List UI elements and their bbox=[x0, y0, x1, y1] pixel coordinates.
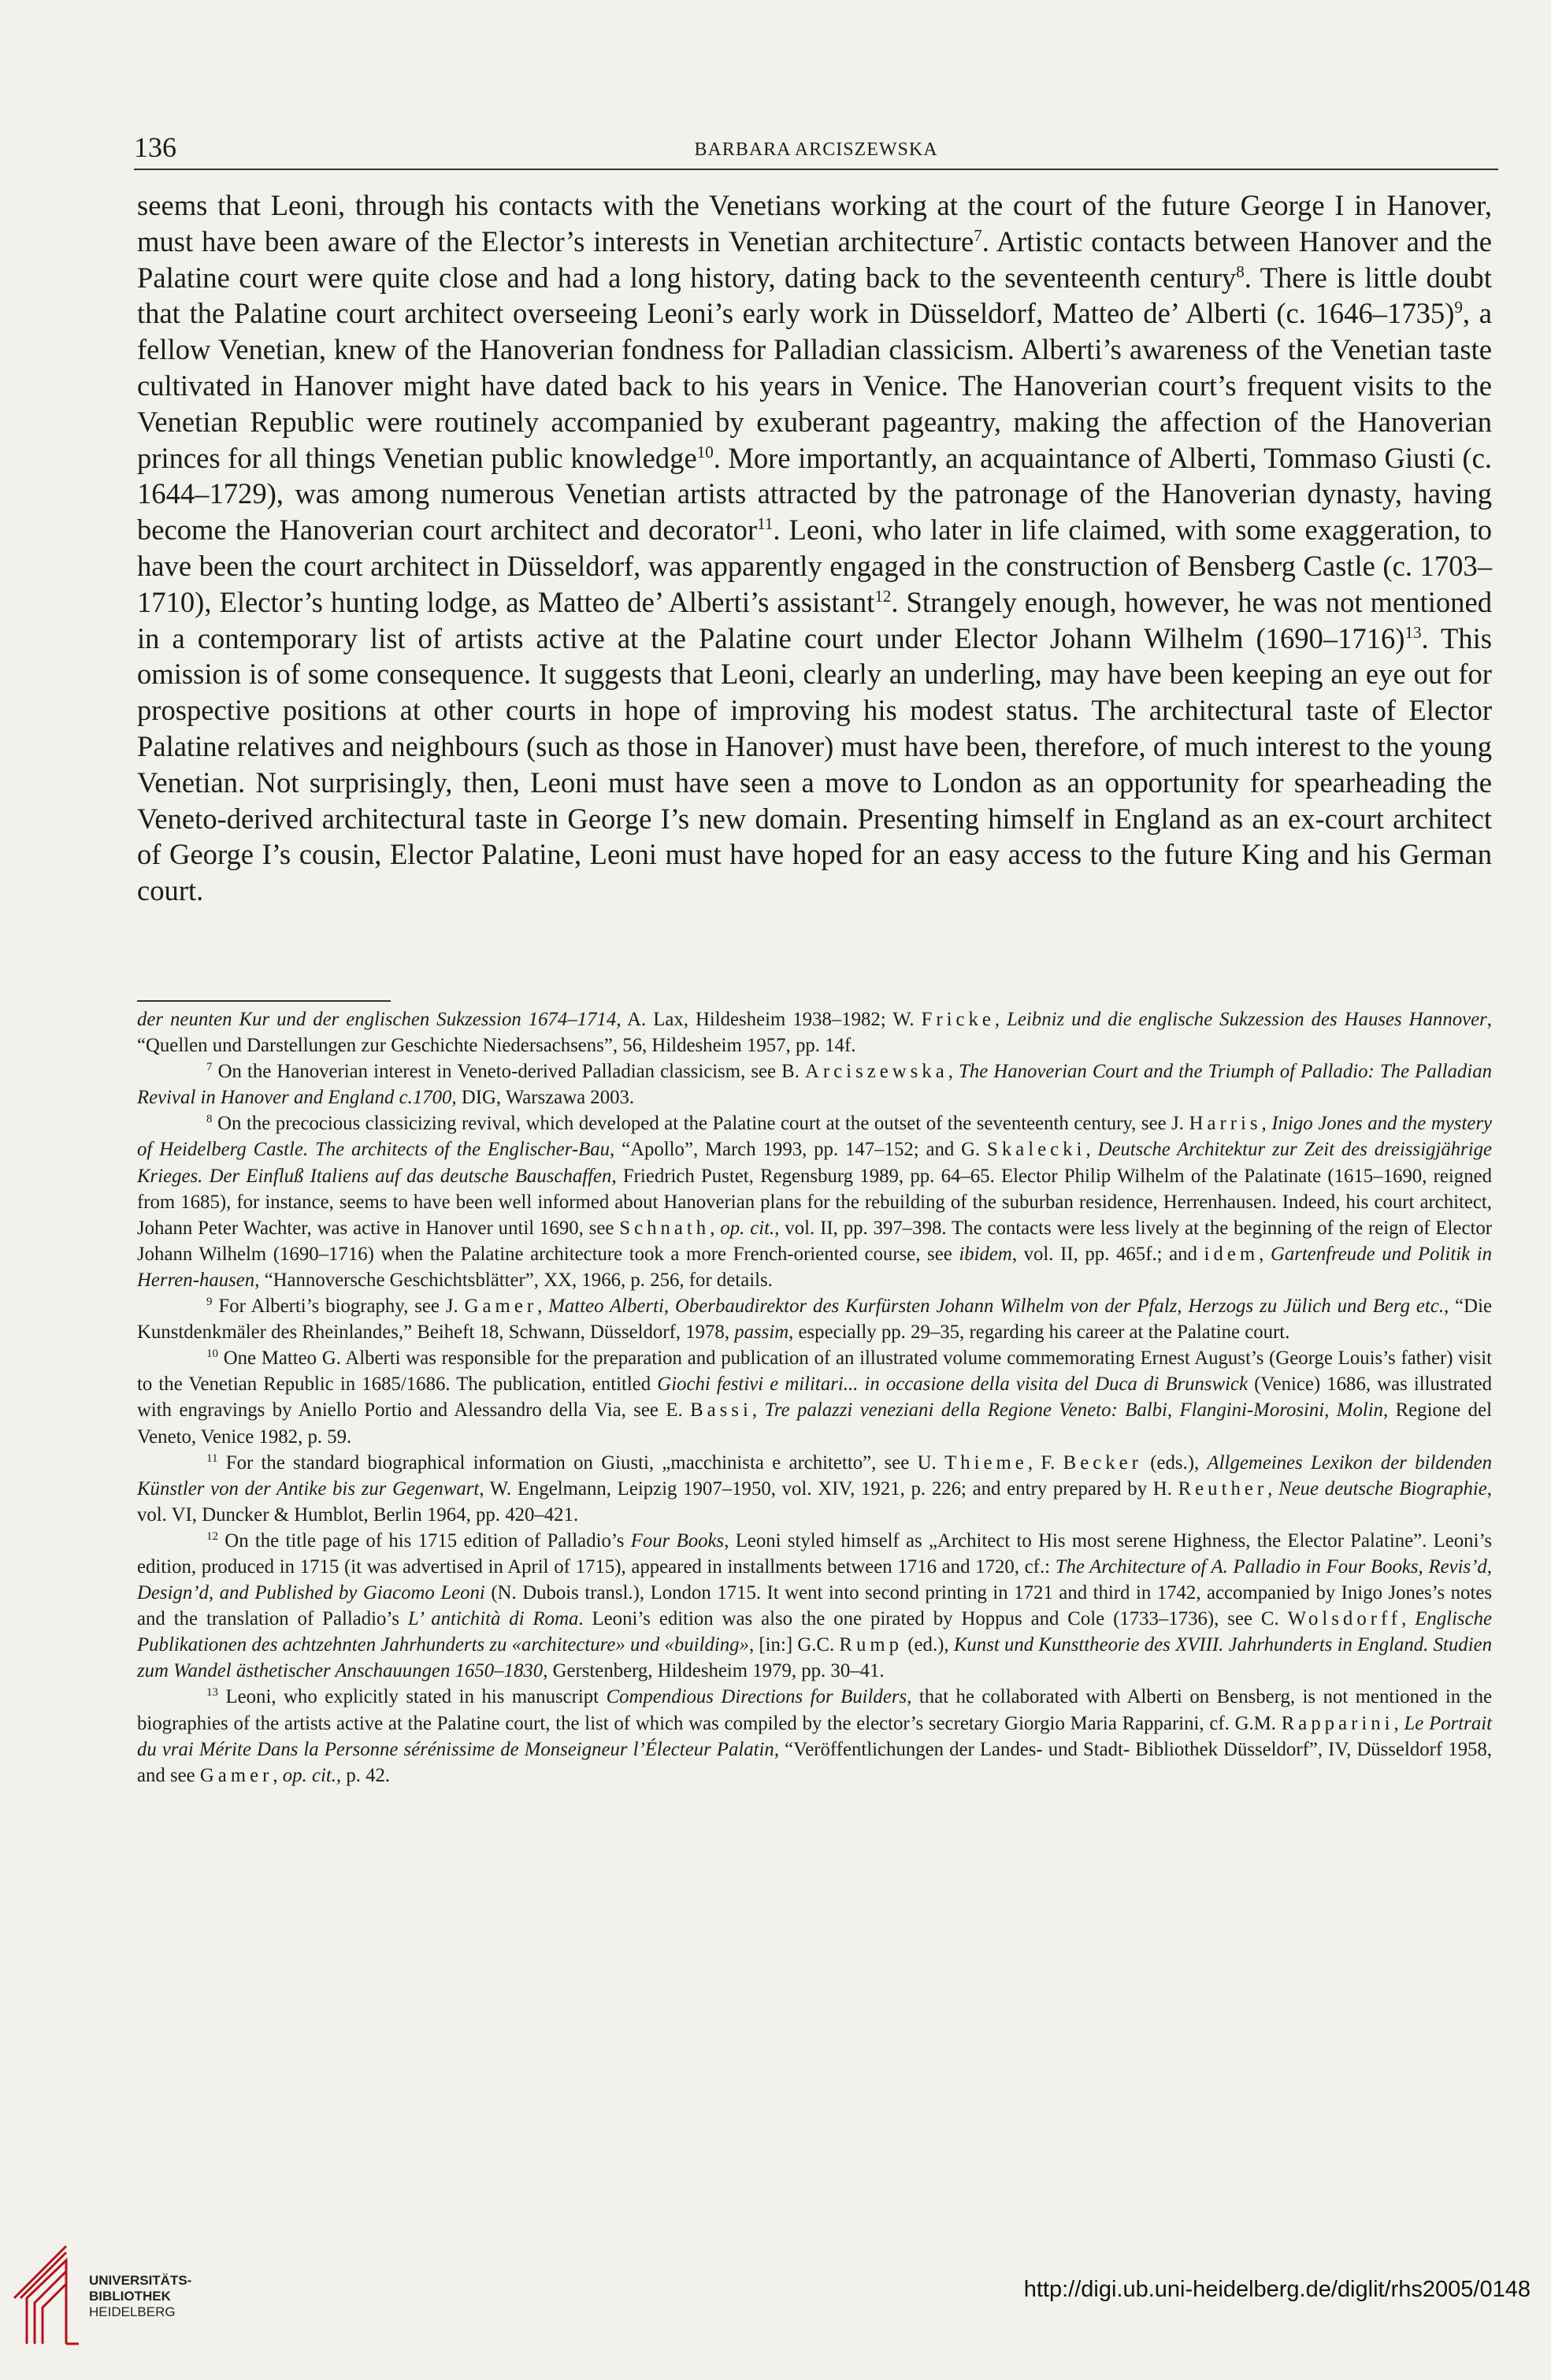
text-run: , F. bbox=[1027, 1451, 1063, 1474]
author-name: Harris bbox=[1189, 1113, 1262, 1135]
italic-text: Allgemeines Lexikon der bildenden Künstler von der Antike bis zur Gegenwart bbox=[137, 1451, 1493, 1500]
italic-text: Four Books bbox=[630, 1529, 725, 1551]
italic-text: Kunst und Kunsttheorie des XVIII. Jahrhunderts in England. Studien zum Wandel ästhetischer Anschauungen 1650–1830 bbox=[137, 1634, 1492, 1682]
text-run: , bbox=[1259, 1243, 1271, 1265]
footnote bbox=[137, 1528, 1492, 1685]
footnote-ref: 10 bbox=[696, 442, 714, 462]
body-paragraph bbox=[137, 187, 1492, 909]
italic-text: The Hanoverian Court and the Triumph of Palladio: The Palladian Revival in Hanover and England c.1700, bbox=[137, 1061, 1492, 1109]
text-run: , bbox=[1401, 1608, 1416, 1630]
text-run: For Alberti’s biography, see J. bbox=[212, 1296, 465, 1318]
text-run: , a fellow Venetian, knew of the Hanoverian fondness for Palladian classicism. Alberti’s awareness of the Venetian taste cultivated in Hanover might have dated back to his years in Venice. The Hanoverian court’s frequent visits to the Venetian Republic were routinely accompanied by exuberant pageantry, making the affection of the Hanoverian princes for all things Venetian public knowledge bbox=[137, 297, 1492, 474]
text-run: , especially pp. 29–35, regarding his career at the Palatine court. bbox=[788, 1322, 1290, 1344]
footnote-ref: 12 bbox=[206, 1529, 218, 1543]
footnote-ref: 12 bbox=[874, 586, 892, 606]
italic-text: Neue deutsche Biographie bbox=[1278, 1477, 1487, 1500]
footnote-ref: 7 bbox=[974, 225, 982, 245]
footnote bbox=[137, 1293, 1492, 1345]
text-run: (eds.), bbox=[1141, 1451, 1208, 1474]
footnote-separator bbox=[137, 1000, 391, 1002]
footnote-ref: 9 bbox=[1454, 298, 1463, 317]
text-run: . Leoni, who later in life claimed, with some exaggeration, to have been the court architect in Düsseldorf, was apparently engaged in the construction of Bensberg Castle (c. 1703–1710), Elector’s hunting lodge, as Matteo de’ Alberti’s assistant bbox=[137, 513, 1492, 618]
text-run: (Venice) 1686, was illustrated with engravings by Aniello Portio and Alessandro della Via, see E. bbox=[137, 1374, 1493, 1422]
footnote bbox=[137, 1006, 1492, 1058]
text-run: , Gerstenberg, Hildesheim 1979, pp. 30–41. bbox=[543, 1660, 885, 1682]
text-run: , Leoni styled himself as „Architect to His most serene Highness, the Elector Palatine”. Leoni’s edition, produced in 1715 (it was advertised in April of 1715), appeared in installments between 1716 and 1720, cf.: bbox=[137, 1529, 1493, 1577]
italic-text: passim bbox=[734, 1322, 789, 1344]
text-run: , bbox=[1085, 1139, 1098, 1161]
logo-text-line2: BIBLIOTHEK bbox=[89, 2289, 171, 2304]
footnote-ref: 7 bbox=[206, 1061, 213, 1074]
text-run: One Matteo G. Alberti was responsible for the preparation and publication of an illustrated volume commemorating Ernest August’s (George Louis’s father) visit to the Venetian Republic in 1685/1686. The publication, entitled bbox=[137, 1348, 1492, 1396]
author-name: Becker bbox=[1063, 1451, 1142, 1474]
italic-text: Tre palazzi veneziani della Regione Veneto: Balbi, Flangini-Morosini, Molin bbox=[764, 1399, 1384, 1422]
italic-text: Giochi festivi e militari... in occasione della visita del Duca di Brunswick bbox=[657, 1374, 1249, 1396]
italic-text: Matteo Alberti, Oberbaudirektor des Kurfürsten Johann Wilhelm von der Pfalz, Herzogs zu Jülich und Berg etc., bbox=[548, 1296, 1449, 1318]
logo-text-line1: UNIVERSITÄTS- bbox=[89, 2273, 192, 2288]
author-name: Schnath bbox=[619, 1217, 711, 1239]
footnote-ref: 8 bbox=[1236, 261, 1245, 281]
italic-text: Inigo Jones and the mystery of Heidelberg Castle. The architects of the Englischer-Bau bbox=[137, 1113, 1492, 1161]
footnote-ref: 11 bbox=[206, 1451, 218, 1465]
text-run: seems that Leoni, through his contacts with the Venetians working at the court of the future George I in Hanover, must have been aware of the Elector’s interests in Venetian architecture bbox=[137, 189, 1492, 258]
text-run: , W. Engelmann, Leipzig 1907–1950, vol. XIV, 1921, p. 226; and entry prepared by H. bbox=[479, 1477, 1178, 1500]
text-run: For the standard biographical information on Giusti, „macchinista e architetto”, see U. bbox=[217, 1451, 945, 1474]
text-run: , “Apollo”, March 1993, pp. 147–152; and G. bbox=[610, 1139, 988, 1161]
author-name: Rapparini bbox=[1281, 1712, 1394, 1734]
italic-text: der neunten Kur und der englischen Sukzession 1674–1714 bbox=[137, 1009, 617, 1030]
footnotes bbox=[137, 1006, 1492, 1789]
text-run: , bbox=[537, 1296, 549, 1318]
text-run: (ed.), bbox=[903, 1634, 954, 1656]
text-run: , bbox=[1267, 1477, 1279, 1500]
italic-text: Le Portrait du vrai Mérite Dans la Personne sérénissime de Monseigneur l’Électeur Palatin bbox=[137, 1712, 1492, 1760]
text-run: , Friedrich Pustet, Regensburg 1989, pp. 64–65. Elector Philip Wilhelm of the Palatinate (1615–1690, reigned from 1685), for instance, seems to have been well informed about Hanoverian plans for the rebuilding of the suburban residence, Herrenhausen. Indeed, his court architect, Johann Peter Wachter, was active in Hanover until 1690, see bbox=[137, 1165, 1492, 1239]
italic-text: op. cit., bbox=[282, 1764, 342, 1786]
text-run: , Regione del Veneto, Venice 1982, p. 59. bbox=[137, 1399, 1492, 1448]
page-number: 136 bbox=[134, 132, 176, 163]
author-name: Reuther bbox=[1178, 1477, 1268, 1500]
text-run: , “Veröffentlichungen der Landes- und Stadt- Bibliothek Düsseldorf”, IV, Düsseldorf 1958, and see bbox=[137, 1738, 1492, 1786]
italic-text: Leibniz und die englische Sukzession des Hauses Hannover bbox=[1007, 1009, 1487, 1030]
text-run: On the precocious classicizing revival, which developed at the Palatine court at the outset of the seventeenth century, see J. bbox=[212, 1113, 1189, 1135]
text-run: . More importantly, an acquaintance of Alberti, Tommaso Giusti (c. 1644–1729), was among numerous Venetian artists attracted by the patronage of the Hanoverian dynasty, having become the Hanoverian court architect and decorator bbox=[137, 441, 1492, 547]
italic-text: L’ antichità di Roma bbox=[407, 1608, 579, 1630]
page-header bbox=[134, 124, 1498, 170]
footnote-ref: 10 bbox=[206, 1348, 218, 1361]
italic-text: ibidem bbox=[959, 1243, 1012, 1265]
footnote-ref: 11 bbox=[757, 514, 774, 534]
footnote-ref: 8 bbox=[206, 1113, 213, 1126]
text-run: , [in:] G.C. bbox=[748, 1634, 840, 1656]
text-run: , bbox=[1393, 1712, 1404, 1734]
author-name: Skalecki bbox=[987, 1139, 1086, 1161]
italic-text: The Architecture of A. Palladio in Four Books, Revis’d, Design’d, and Published by Giacomo Leoni bbox=[137, 1555, 1492, 1604]
italic-text: Englische Publikationen des achtzehnten Jahrhunderts zu «architecture» und «building» bbox=[137, 1608, 1492, 1656]
text-run: On the Hanoverian interest in Veneto-derived Palladian classicism, see B. bbox=[212, 1061, 806, 1083]
text-run: , vol. II, pp. 465f.; and bbox=[1011, 1243, 1204, 1265]
text-run: DIG, Warszawa 2003. bbox=[456, 1087, 635, 1109]
footnote-ref: 9 bbox=[206, 1296, 213, 1309]
text-run: (N. Dubois transl.), London 1715. It went into second printing in 1721 and third in 1742, accompanied by Inigo Jones’s notes and the translation of Palladio’s bbox=[137, 1582, 1492, 1630]
footnote bbox=[137, 1684, 1492, 1788]
author-name: Bassi bbox=[690, 1399, 752, 1422]
text-run: that he collaborated with Alberti on Bensberg, is not mentioned in the biographies of the artists active at the Palatine court, the list of which was compiled by the elector’s secretary Giorgio Maria Rapparini, cf. G.M. bbox=[137, 1686, 1492, 1734]
text-run: . Leoni’s edition was also the one pirated by Hoppus and Cole (1733–1736), see C. bbox=[578, 1608, 1288, 1630]
library-logo bbox=[11, 2243, 239, 2345]
running-head: BARBARA ARCISZEWSKA bbox=[694, 139, 938, 160]
text-run: , A. Lax, Hildesheim 1938–1982; W. bbox=[616, 1009, 922, 1030]
author-name: Thieme bbox=[944, 1451, 1028, 1474]
italic-text: Gartenfreude und Politik in Herren-hausen bbox=[137, 1243, 1492, 1291]
text-run: . This omission is of some consequence. It suggests that Leoni, clearly an underling, may have been keeping an eye out for prospective positions at other courts in hope of improving his modest status. The architectural taste of Elector Palatine relatives and neighbours (such as those in Hanover) must have been, therefore, of much interest to the young Venetian. Not surprisingly, then, Leoni must have seen a move to London as an opportunity for spearheading the Veneto-derived architectural taste in George I’s new domain. Presenting himself in England as an ex-court architect of George I’s cousin, Elector Palatine, Leoni must have hoped for an easy access to the future King and his German court. bbox=[137, 621, 1492, 907]
text-run: . Artistic contacts between Hanover and the Palatine court were quite close and had a long history, dating back to the seventeenth century bbox=[137, 224, 1492, 294]
italic-text: Deutsche Architektur zur Zeit des dreissigjährige Krieges. Der Einfluß Italiens auf das deutsche Bauschaffen bbox=[137, 1139, 1492, 1187]
text-run: On the title page of his 1715 edition of Palladio’s bbox=[218, 1529, 631, 1551]
author-name: Fricke bbox=[921, 1009, 995, 1030]
italic-text: Compendious Directions for Builders, bbox=[606, 1686, 912, 1708]
footnote bbox=[137, 1450, 1492, 1528]
author-name: Gamer bbox=[464, 1296, 538, 1318]
text-run: , bbox=[948, 1061, 959, 1083]
text-run: , bbox=[994, 1009, 1007, 1030]
text-run: vol. II, pp. 397–398. The contacts were less lively at the beginning of the reign of Elector Johann Wilhelm (1690–1716) when the Palatine architecture took a more French-oriented course, see bbox=[137, 1217, 1492, 1265]
text-run: Leoni, who explicitly stated in his manuscript bbox=[218, 1686, 607, 1708]
author-name: Wolsdorff bbox=[1287, 1608, 1402, 1630]
text-run: , “Quellen und Darstellungen zur Geschichte Niedersachsens”, 56, Hildesheim 1957, pp. 14f. bbox=[137, 1009, 1492, 1057]
text-run: , vol. VI, Duncker & Humblot, Berlin 1964, pp. 420–421. bbox=[137, 1477, 1492, 1525]
footnote bbox=[137, 1110, 1492, 1293]
author-name: Arciszewska bbox=[805, 1061, 948, 1083]
author-name: idem bbox=[1204, 1243, 1260, 1265]
author-name: Rump bbox=[839, 1634, 904, 1656]
footnote bbox=[137, 1058, 1492, 1110]
footnote bbox=[137, 1345, 1492, 1449]
text-run: “Die Kunstdenkmäler des Rheinlandes,” Beiheft 18, Schwann, Düsseldorf, 1978, bbox=[137, 1296, 1492, 1344]
text-run: , bbox=[710, 1217, 721, 1239]
italic-text: op. cit., bbox=[720, 1217, 780, 1239]
logo-text-line3: HEIDELBERG bbox=[89, 2304, 176, 2319]
footnote-ref: 13 bbox=[1404, 622, 1422, 642]
text-run: , “Hannoversche Geschichtsblätter”, XX, 1966, p. 256, for details. bbox=[254, 1269, 773, 1291]
text-run: . Strangely enough, however, he was not mentioned in a contemporary list of artists active at the Palatine court under Elector Johann Wilhelm (1690–1716) bbox=[137, 585, 1492, 654]
author-name: Gamer bbox=[199, 1764, 273, 1786]
library-logo-icon bbox=[11, 2243, 83, 2345]
text-run: , bbox=[1261, 1113, 1272, 1135]
footnote-ref: 13 bbox=[206, 1686, 218, 1700]
text-run: p. 42. bbox=[341, 1764, 391, 1786]
source-url[interactable]: http://digi.ub.uni-heidelberg.de/diglit/rhs2005/0148 bbox=[1023, 2277, 1531, 2302]
text-run: , bbox=[273, 1764, 283, 1786]
text-run: . There is little doubt that the Palatine court architect overseeing Leoni’s early work in Düsseldorf, Matteo de’ Alberti (c. 1646–1735) bbox=[137, 261, 1493, 330]
text-run: , bbox=[751, 1399, 765, 1422]
